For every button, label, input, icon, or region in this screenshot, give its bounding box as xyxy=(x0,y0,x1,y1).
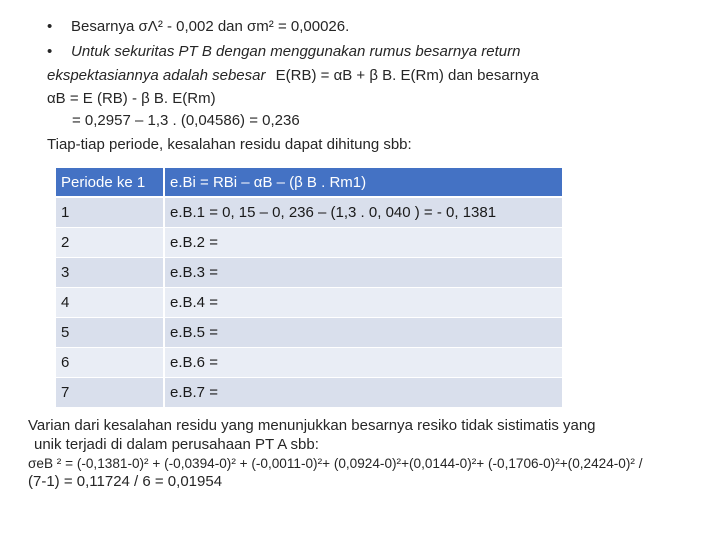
cell-formula: e.B.2 = xyxy=(164,228,562,258)
cell-period: 6 xyxy=(56,348,164,378)
table-header-row xyxy=(56,168,562,197)
variance-text-1: Varian dari kesalahan residu yang menunjukkan besarnya resiko tidak sistimatis yang xyxy=(28,417,596,434)
line-alpha-formula: αB = E (RB) - β B. E(Rm) xyxy=(47,90,216,107)
expectation-formula: E(RB) = αB + β B. E(Rm) dan besarnya xyxy=(275,67,539,84)
line-alpha-value: = 0,2957 – 1,3 . (0,04586) = 0,236 xyxy=(72,112,300,129)
variance-text-2: unik terjadi di dalam perusahaan PT A sbb: xyxy=(34,436,319,453)
cell-period: 4 xyxy=(56,288,164,318)
variance-result: (7-1) = 0,11724 / 6 = 0,01954 xyxy=(28,473,223,490)
cell-formula: e.B.6 = xyxy=(164,348,562,378)
column-header-period: Periode ke 1 xyxy=(56,168,164,197)
cell-formula: e.B.7 = xyxy=(164,378,562,408)
line-expectation xyxy=(47,66,539,85)
expectation-italic: ekspektasiannya adalah sebesar xyxy=(47,67,266,84)
table-row xyxy=(56,318,562,348)
cell-formula: e.B.5 = xyxy=(164,318,562,348)
bullet-dot: • xyxy=(47,18,53,35)
cell-period: 5 xyxy=(56,318,164,348)
table-row xyxy=(56,228,562,258)
bullet-1-text: Besarnya σΛ² - 0,002 dan σm² = 0,00026. xyxy=(71,18,350,35)
table-row xyxy=(56,197,562,228)
line-residual-intro: Tiap-tiap periode, kesalahan residu dapat dihitung sbb: xyxy=(47,136,412,153)
variance-formula: σeB ² = (-0,1381-0)² + (-0,0394-0)² + (-0,0011-0)²+ (0,0924-0)²+(0,0144-0)²+ (-0,1706-0)²+(0,2424-0)² / xyxy=(28,456,643,471)
cell-period: 3 xyxy=(56,258,164,288)
cell-formula: e.B.4 = xyxy=(164,288,562,318)
table-row xyxy=(56,378,562,408)
table-row xyxy=(56,288,562,318)
cell-period: 1 xyxy=(56,197,164,228)
cell-period: 2 xyxy=(56,228,164,258)
cell-period: 7 xyxy=(56,378,164,408)
bullet-2-text: Untuk sekuritas PT B dengan menggunakan rumus besarnya return xyxy=(71,43,521,60)
cell-formula: e.B.1 = 0, 15 – 0, 236 – (1,3 . 0, 040 ) = - 0, 1381 xyxy=(164,197,562,228)
column-header-formula: e.Bi = RBi – αB – (β B . Rm1) xyxy=(164,168,562,197)
table-row xyxy=(56,258,562,288)
table-row xyxy=(56,348,562,378)
cell-formula: e.B.3 = xyxy=(164,258,562,288)
bullet-dot: • xyxy=(47,43,53,60)
residual-table xyxy=(56,168,562,408)
